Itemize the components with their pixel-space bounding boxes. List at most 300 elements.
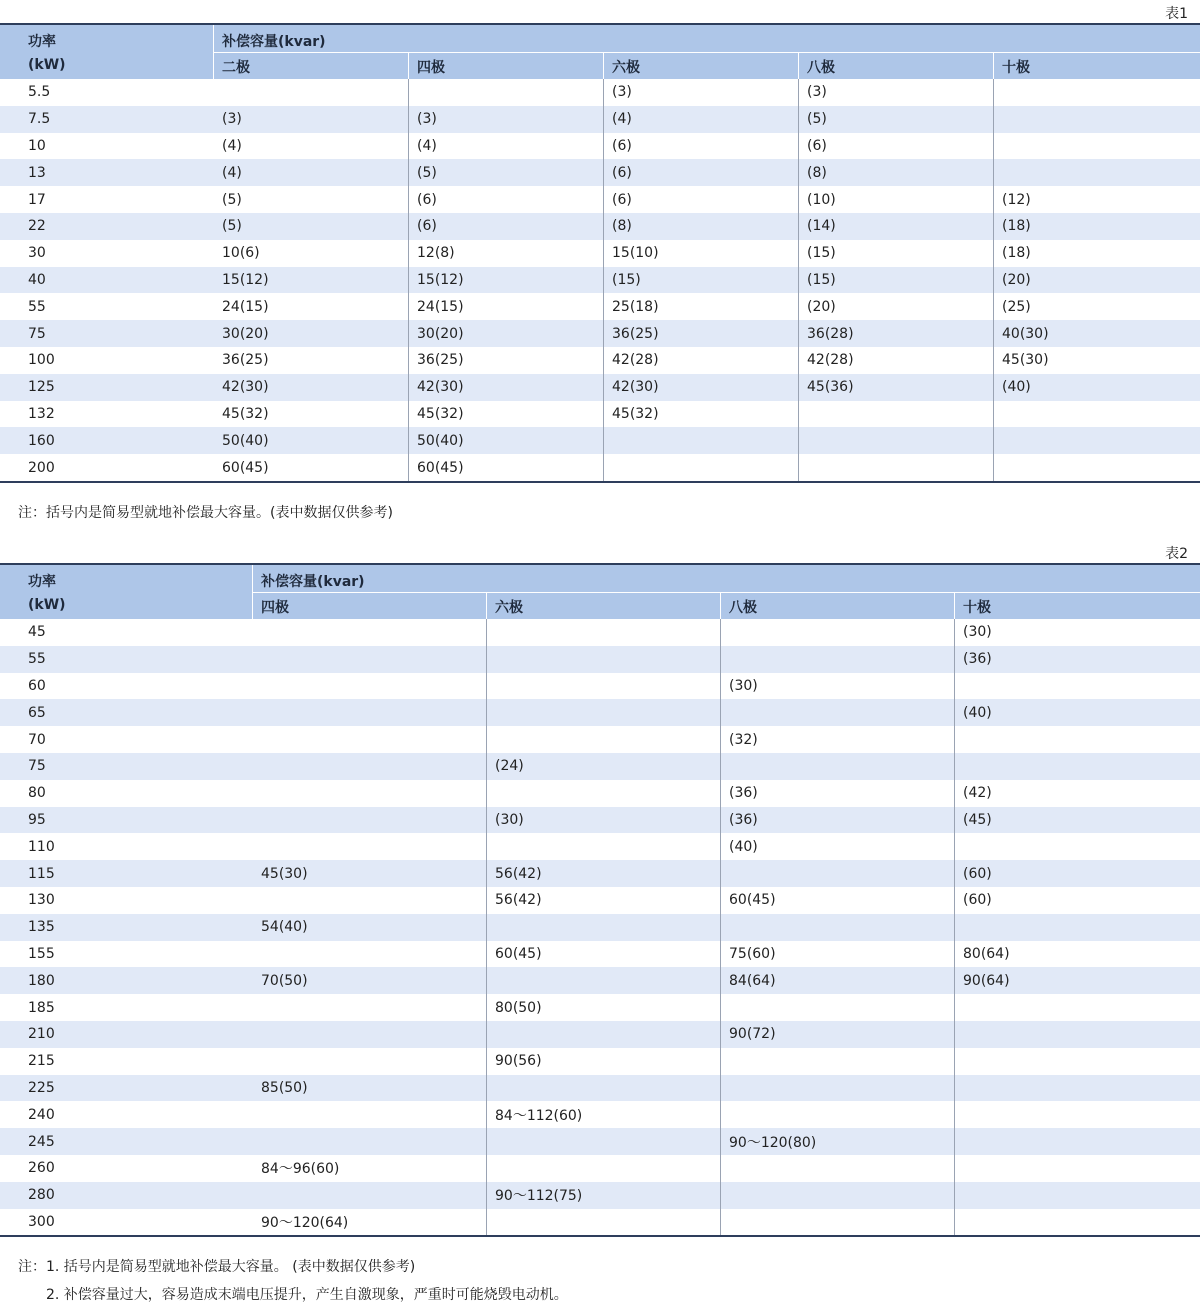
- table2: [0, 563, 1200, 1237]
- capacity-cell: (60): [963, 892, 992, 909]
- capacity-cell: 42(28): [807, 352, 854, 369]
- column-separator: [603, 106, 604, 133]
- column-separator: [720, 860, 721, 887]
- column-separator: [798, 213, 799, 240]
- column-separator: [720, 967, 721, 994]
- capacity-cell: (5): [222, 218, 242, 235]
- column-separator: [954, 780, 955, 807]
- column-separator: [993, 293, 994, 320]
- column-separator: [603, 267, 604, 294]
- capacity-cell: (36): [729, 811, 758, 828]
- capacity-cell: (40): [729, 838, 758, 855]
- table-row: [0, 646, 1200, 673]
- column-separator: [954, 619, 955, 646]
- capacity-cell: 56(42): [495, 865, 542, 882]
- table-row: [0, 1209, 1200, 1236]
- table2-header-group: 补偿容量(kvar): [261, 574, 365, 590]
- column-separator: [486, 753, 487, 780]
- column-separator: [954, 1048, 955, 1075]
- column-separator: [993, 320, 994, 347]
- power-cell: 185: [28, 999, 55, 1016]
- capacity-cell: (36): [963, 651, 992, 668]
- column-separator: [720, 646, 721, 673]
- capacity-cell: 84～112(60): [495, 1107, 583, 1124]
- column-separator: [486, 941, 487, 968]
- column-separator: [720, 833, 721, 860]
- capacity-cell: 36(25): [222, 352, 269, 369]
- table1-header-group: 补偿容量(kvar): [222, 34, 326, 50]
- power-cell: 130: [28, 892, 55, 909]
- power-cell: 55: [28, 298, 46, 315]
- column-separator: [603, 320, 604, 347]
- capacity-cell: (3): [222, 111, 242, 128]
- capacity-cell: 90(56): [495, 1053, 542, 1070]
- column-separator: [720, 1182, 721, 1209]
- column-separator: [408, 454, 409, 481]
- capacity-cell: (12): [1002, 191, 1031, 208]
- capacity-cell: (8): [612, 218, 632, 235]
- column-separator: [954, 673, 955, 700]
- power-cell: 200: [28, 459, 55, 476]
- table-row: [0, 293, 1200, 320]
- column-separator: [798, 240, 799, 267]
- table-row: [0, 133, 1200, 160]
- column-separator: [798, 454, 799, 481]
- capacity-cell: 80(64): [963, 945, 1010, 962]
- column-separator: [486, 699, 487, 726]
- table2-col-header: 八极: [729, 600, 757, 616]
- column-separator: [720, 1155, 721, 1182]
- table2-header-separator: [720, 593, 721, 619]
- column-separator: [603, 374, 604, 401]
- power-cell: 75: [28, 758, 46, 775]
- column-separator: [954, 1155, 955, 1182]
- column-separator: [954, 887, 955, 914]
- capacity-cell: 36(25): [612, 325, 659, 342]
- column-separator: [954, 807, 955, 834]
- power-cell: 45: [28, 624, 46, 641]
- power-cell: 40: [28, 271, 46, 288]
- table-row: [0, 1182, 1200, 1209]
- column-separator: [486, 619, 487, 646]
- capacity-cell: (6): [417, 218, 437, 235]
- column-separator: [408, 133, 409, 160]
- column-separator: [408, 374, 409, 401]
- column-separator: [486, 780, 487, 807]
- capacity-cell: (18): [1002, 245, 1031, 262]
- table1-caption: 表1: [1165, 6, 1188, 22]
- capacity-cell: (30): [495, 811, 524, 828]
- capacity-cell: (4): [612, 111, 632, 128]
- capacity-cell: 45(32): [417, 405, 464, 422]
- column-separator: [486, 1128, 487, 1155]
- power-cell: 5.5: [28, 84, 51, 101]
- table1-header-separator: [213, 25, 214, 79]
- power-cell: 55: [28, 651, 46, 668]
- column-separator: [603, 293, 604, 320]
- column-separator: [408, 106, 409, 133]
- capacity-cell: 42(30): [222, 379, 269, 396]
- column-separator: [486, 860, 487, 887]
- table1-body: [0, 79, 1200, 481]
- table-row: [0, 1075, 1200, 1102]
- capacity-cell: (15): [612, 271, 641, 288]
- capacity-cell: (6): [612, 137, 632, 154]
- capacity-cell: (3): [612, 84, 632, 101]
- table1-bottom-rule: [0, 481, 1200, 483]
- table-row: [0, 1021, 1200, 1048]
- power-cell: 13: [28, 164, 46, 181]
- capacity-cell: 40(30): [1002, 325, 1049, 342]
- column-separator: [993, 106, 994, 133]
- column-separator: [408, 401, 409, 428]
- power-cell: 17: [28, 191, 46, 208]
- table1-note: 注：括号内是简易型就地补偿最大容量。(表中数据仅供参考): [18, 505, 393, 521]
- column-separator: [408, 79, 409, 106]
- column-separator: [486, 646, 487, 673]
- capacity-cell: 36(28): [807, 325, 854, 342]
- column-separator: [798, 374, 799, 401]
- power-cell: 215: [28, 1053, 55, 1070]
- column-separator: [486, 1155, 487, 1182]
- column-separator: [486, 1209, 487, 1236]
- table1-col-header: 二极: [222, 60, 250, 76]
- column-separator: [486, 1101, 487, 1128]
- table1-header-separator: [603, 53, 604, 79]
- column-separator: [798, 159, 799, 186]
- power-cell: 30: [28, 245, 46, 262]
- column-separator: [603, 213, 604, 240]
- table1-col-header: 八极: [807, 60, 835, 76]
- table1-header-unit: (kW): [28, 57, 66, 73]
- column-separator: [954, 1128, 955, 1155]
- table-row: [0, 79, 1200, 106]
- capacity-cell: (10): [807, 191, 836, 208]
- table-row: [0, 267, 1200, 294]
- capacity-cell: 36(25): [417, 352, 464, 369]
- table2-col-header: 六极: [495, 600, 523, 616]
- column-separator: [798, 401, 799, 428]
- column-separator: [798, 320, 799, 347]
- column-separator: [720, 673, 721, 700]
- capacity-cell: (6): [807, 137, 827, 154]
- column-separator: [954, 967, 955, 994]
- power-cell: 110: [28, 838, 55, 855]
- capacity-cell: (5): [807, 111, 827, 128]
- column-separator: [954, 860, 955, 887]
- capacity-cell: (20): [1002, 271, 1031, 288]
- column-separator: [954, 833, 955, 860]
- power-cell: 125: [28, 379, 55, 396]
- column-separator: [720, 887, 721, 914]
- table-row: [0, 427, 1200, 454]
- capacity-cell: 90(72): [729, 1026, 776, 1043]
- capacity-cell: 80(50): [495, 999, 542, 1016]
- table-row: [0, 213, 1200, 240]
- capacity-cell: (4): [417, 137, 437, 154]
- column-separator: [954, 941, 955, 968]
- table-row: [0, 1128, 1200, 1155]
- table1-col-header: 六极: [612, 60, 640, 76]
- capacity-cell: 42(30): [417, 379, 464, 396]
- capacity-cell: (30): [963, 624, 992, 641]
- table2-header-power: 功率: [28, 574, 56, 590]
- column-separator: [486, 1075, 487, 1102]
- column-separator: [954, 914, 955, 941]
- column-separator: [798, 347, 799, 374]
- capacity-cell: 45(30): [1002, 352, 1049, 369]
- capacity-cell: 45(30): [261, 865, 308, 882]
- capacity-cell: 60(45): [729, 892, 776, 909]
- column-separator: [720, 914, 721, 941]
- power-cell: 260: [28, 1160, 55, 1177]
- table1-col-header: 十极: [1002, 60, 1030, 76]
- table2-header-unit: (kW): [28, 597, 66, 613]
- table1: [0, 23, 1200, 483]
- column-separator: [993, 186, 994, 213]
- power-cell: 300: [28, 1213, 55, 1230]
- table-row: [0, 860, 1200, 887]
- table1-header-separator: [408, 53, 409, 79]
- column-separator: [993, 427, 994, 454]
- table-row: [0, 699, 1200, 726]
- table2-note-2: 2. 补偿容量过大，容易造成末端电压提升，产生自激现象，严重时可能烧毁电动机。: [46, 1287, 568, 1303]
- capacity-cell: 84～96(60): [261, 1161, 340, 1178]
- capacity-cell: (25): [1002, 298, 1031, 315]
- column-separator: [486, 994, 487, 1021]
- capacity-cell: 12(8): [417, 245, 455, 262]
- capacity-cell: (15): [807, 271, 836, 288]
- column-separator: [408, 159, 409, 186]
- power-cell: 115: [28, 865, 55, 882]
- column-separator: [993, 159, 994, 186]
- column-separator: [486, 914, 487, 941]
- capacity-cell: (15): [807, 245, 836, 262]
- table1-header-separator: [993, 53, 994, 79]
- column-separator: [720, 753, 721, 780]
- capacity-cell: 75(60): [729, 945, 776, 962]
- table-row: [0, 106, 1200, 133]
- capacity-cell: (42): [963, 785, 992, 802]
- column-separator: [408, 267, 409, 294]
- column-separator: [954, 994, 955, 1021]
- capacity-cell: 50(40): [417, 432, 464, 449]
- power-cell: 240: [28, 1106, 55, 1123]
- capacity-cell: (3): [417, 111, 437, 128]
- capacity-cell: 10(6): [222, 245, 260, 262]
- capacity-cell: (40): [1002, 379, 1031, 396]
- power-cell: 180: [28, 972, 55, 989]
- capacity-cell: 84(64): [729, 972, 776, 989]
- capacity-cell: 45(36): [807, 379, 854, 396]
- table2-header-divider: [252, 592, 1200, 593]
- table2-header-separator: [954, 593, 955, 619]
- column-separator: [486, 833, 487, 860]
- column-separator: [954, 1021, 955, 1048]
- capacity-cell: 85(50): [261, 1079, 308, 1096]
- table-row: [0, 726, 1200, 753]
- power-cell: 132: [28, 405, 55, 422]
- power-cell: 80: [28, 785, 46, 802]
- column-separator: [954, 699, 955, 726]
- column-separator: [993, 374, 994, 401]
- table-row: [0, 347, 1200, 374]
- column-separator: [798, 106, 799, 133]
- column-separator: [486, 807, 487, 834]
- table-row: [0, 159, 1200, 186]
- column-separator: [603, 240, 604, 267]
- table-row: [0, 1155, 1200, 1182]
- capacity-cell: 60(45): [495, 945, 542, 962]
- column-separator: [486, 1048, 487, 1075]
- capacity-cell: 30(20): [222, 325, 269, 342]
- column-separator: [954, 726, 955, 753]
- table-row: [0, 780, 1200, 807]
- capacity-cell: 30(20): [417, 325, 464, 342]
- capacity-cell: 24(15): [417, 298, 464, 315]
- table2-body: [0, 619, 1200, 1235]
- capacity-cell: 25(18): [612, 298, 659, 315]
- column-separator: [486, 1021, 487, 1048]
- column-separator: [720, 1075, 721, 1102]
- capacity-cell: (24): [495, 758, 524, 775]
- column-separator: [603, 401, 604, 428]
- table-row: [0, 619, 1200, 646]
- column-separator: [954, 1101, 955, 1128]
- capacity-cell: (45): [963, 811, 992, 828]
- column-separator: [486, 887, 487, 914]
- column-separator: [408, 293, 409, 320]
- column-separator: [486, 673, 487, 700]
- column-separator: [720, 941, 721, 968]
- column-separator: [603, 454, 604, 481]
- table-row: [0, 1048, 1200, 1075]
- table-row: [0, 1101, 1200, 1128]
- column-separator: [954, 753, 955, 780]
- column-separator: [486, 1182, 487, 1209]
- table-row: [0, 374, 1200, 401]
- column-separator: [720, 1209, 721, 1236]
- column-separator: [720, 1021, 721, 1048]
- table-row: [0, 967, 1200, 994]
- power-cell: 95: [28, 811, 46, 828]
- column-separator: [603, 133, 604, 160]
- power-cell: 280: [28, 1187, 55, 1204]
- column-separator: [954, 1075, 955, 1102]
- capacity-cell: 50(40): [222, 432, 269, 449]
- power-cell: 10: [28, 137, 46, 154]
- column-separator: [408, 186, 409, 213]
- table1-header-divider: [213, 52, 1200, 53]
- capacity-cell: (40): [963, 704, 992, 721]
- power-cell: 245: [28, 1133, 55, 1150]
- capacity-cell: 15(12): [417, 271, 464, 288]
- capacity-cell: (4): [222, 164, 242, 181]
- capacity-cell: 42(28): [612, 352, 659, 369]
- column-separator: [993, 401, 994, 428]
- capacity-cell: (8): [807, 164, 827, 181]
- column-separator: [408, 347, 409, 374]
- table1-header: [0, 25, 1200, 79]
- table-row: [0, 186, 1200, 213]
- capacity-cell: 60(45): [222, 459, 269, 476]
- table-row: [0, 887, 1200, 914]
- column-separator: [720, 699, 721, 726]
- column-separator: [603, 159, 604, 186]
- capacity-cell: 42(30): [612, 379, 659, 396]
- power-cell: 22: [28, 218, 46, 235]
- column-separator: [486, 967, 487, 994]
- column-separator: [408, 240, 409, 267]
- capacity-cell: 70(50): [261, 972, 308, 989]
- column-separator: [954, 1182, 955, 1209]
- capacity-cell: (5): [417, 164, 437, 181]
- power-cell: 60: [28, 677, 46, 694]
- capacity-cell: (4): [222, 137, 242, 154]
- table2-header-separator: [486, 593, 487, 619]
- power-cell: 75: [28, 325, 46, 342]
- capacity-cell: 90～120(80): [729, 1134, 817, 1151]
- power-cell: 135: [28, 919, 55, 936]
- capacity-cell: 45(32): [612, 405, 659, 422]
- table2-bottom-rule: [0, 1235, 1200, 1237]
- capacity-cell: 45(32): [222, 405, 269, 422]
- column-separator: [798, 427, 799, 454]
- column-separator: [720, 726, 721, 753]
- column-separator: [993, 267, 994, 294]
- capacity-cell: (36): [729, 785, 758, 802]
- table-row: [0, 833, 1200, 860]
- table2-caption: 表2: [1165, 546, 1188, 562]
- power-cell: 100: [28, 352, 55, 369]
- column-separator: [408, 320, 409, 347]
- power-cell: 7.5: [28, 111, 51, 128]
- column-separator: [408, 213, 409, 240]
- column-separator: [993, 347, 994, 374]
- capacity-cell: (6): [417, 191, 437, 208]
- capacity-cell: 90～120(64): [261, 1214, 349, 1231]
- capacity-cell: (14): [807, 218, 836, 235]
- column-separator: [993, 454, 994, 481]
- capacity-cell: (3): [807, 84, 827, 101]
- capacity-cell: 90(64): [963, 972, 1010, 989]
- table-row: [0, 914, 1200, 941]
- column-separator: [486, 726, 487, 753]
- column-separator: [798, 293, 799, 320]
- column-separator: [993, 133, 994, 160]
- capacity-cell: (5): [222, 191, 242, 208]
- column-separator: [993, 240, 994, 267]
- table2-col-header: 四极: [261, 600, 289, 616]
- column-separator: [720, 1128, 721, 1155]
- column-separator: [603, 79, 604, 106]
- capacity-cell: 60(45): [417, 459, 464, 476]
- power-cell: 70: [28, 731, 46, 748]
- table-row: [0, 240, 1200, 267]
- column-separator: [954, 1209, 955, 1236]
- column-separator: [720, 994, 721, 1021]
- table-row: [0, 941, 1200, 968]
- column-separator: [798, 79, 799, 106]
- table-row: [0, 454, 1200, 481]
- capacity-cell: (30): [729, 677, 758, 694]
- column-separator: [720, 807, 721, 834]
- capacity-cell: 56(42): [495, 892, 542, 909]
- column-separator: [603, 186, 604, 213]
- power-cell: 225: [28, 1079, 55, 1096]
- column-separator: [603, 427, 604, 454]
- table2-header: [0, 565, 1200, 619]
